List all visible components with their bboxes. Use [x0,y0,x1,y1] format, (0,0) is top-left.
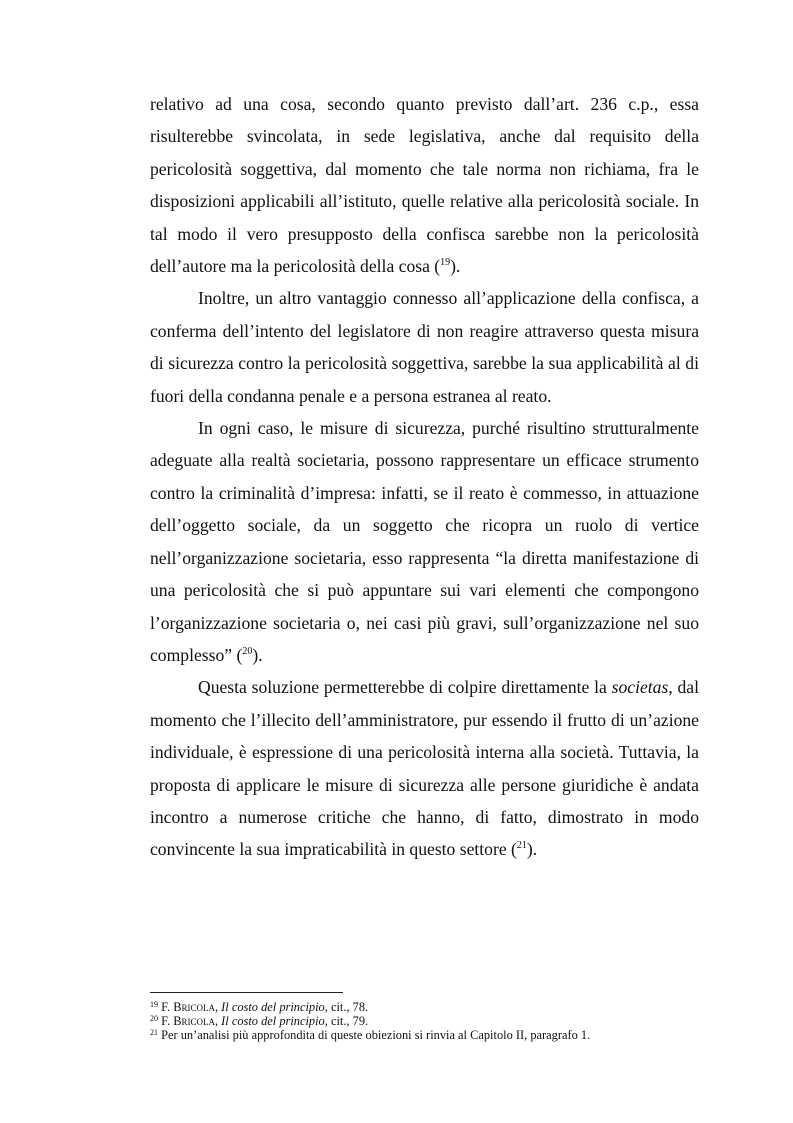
footnote-19 [150,1000,710,1014]
footnote-citation: , cit., 78. [324,1000,369,1014]
footnote-ref-19[interactable]: 19 [440,257,451,269]
page-body [150,88,699,866]
footnote-title: Il costo del principio [221,1000,325,1014]
footnote-author-initial: F. B [158,1014,182,1029]
footnote-ref-20[interactable]: 20 [242,645,253,657]
footnote-separator [150,992,343,993]
footnote-author: ricola [181,1000,215,1014]
paragraph-1-tail: ). [450,256,461,277]
paragraph-1 [150,88,699,282]
footnote-ref-21[interactable]: 21 [516,840,527,852]
paragraph-3 [150,412,699,671]
footnote-separator-text: , [214,1000,222,1014]
footnote-number: 19 [150,1000,158,1009]
paragraph-4 [150,671,699,865]
paragraph-1-text: relativo ad una cosa, secondo quanto previsto dall’art. 236 c.p., essa risulterebbe svincolata, in sede legislativa, anche dal requisito della pericolosità soggettiva, dal momento che tale norma non richiama, fra le disposizioni applicabili all’istituto, quelle relative alla pericolosità sociale. In tal modo il vero presupposto della confisca sarebbe non la pericolosità dell’autore ma la pericolosità della cosa ( [150,94,699,277]
footnote-citation: , cit., 79. [324,1014,369,1029]
paragraph-4-tail: ). [526,839,538,860]
paragraph-2 [150,282,699,412]
paragraph-4-text: Questa soluzione permetterebbe di colpire direttamente la [198,677,612,698]
footnote-separator-text: , [214,1014,222,1029]
footnotes [150,1000,710,1043]
paragraph-4-text-cont: , dal momento che l’illecito dell’amministratore, pur essendo il frutto di un’azione individuale, è espressione di una pericolosità interna alla società. Tuttavia, la proposta di applicare le misure di sicurezza alle persone giuridiche è andata incontro a numerose critiche che hanno, di fatto, dimostrato in modo convincente la sua impraticabilità in questo settore ( [150,677,699,860]
footnote-author: ricola [181,1014,215,1029]
paragraph-4-emphasis: societas [611,677,669,698]
footnote-title: Il costo del principio [221,1014,325,1029]
footnote-number: 20 [150,1014,158,1024]
paragraph-3-tail: ). [252,644,263,665]
paragraph-2-text: Inoltre, un altro vantaggio connesso all’applicazione della confisca, a conferma dell’intento del legislatore di non reagire attraverso questa misura di sicurezza contro la pericolosità soggettiva, sarebbe la sua applicabilità al di fuori della condanna penale e a persona estranea al reato. [150,288,699,406]
footnote-21 [150,1028,710,1042]
footnote-text: Per un’analisi più approfondita di queste obiezioni si rinvia al Capitolo II, paragrafo 1. [158,1028,591,1043]
footnote-20 [150,1014,710,1028]
footnote-number: 21 [150,1028,158,1038]
footnote-author-initial: F. B [158,1000,182,1014]
paragraph-3-text: In ogni caso, le misure di sicurezza, purché risultino strutturalmente adeguate alla realtà societaria, possono rappresentare un efficace strumento contro la criminalità d’impresa: infatti, se il reato è commesso, in attuazione dell’oggetto sociale, da un soggetto che ricopra un ruolo di vertice nell’organizzazione societaria, esso rappresenta “la diretta manifestazione di una pericolosità che si può appuntare sui vari elementi che compongono l’organizzazione societaria o, nei casi più gravi, sull’organizzazione nel suo complesso” ( [150,418,699,665]
